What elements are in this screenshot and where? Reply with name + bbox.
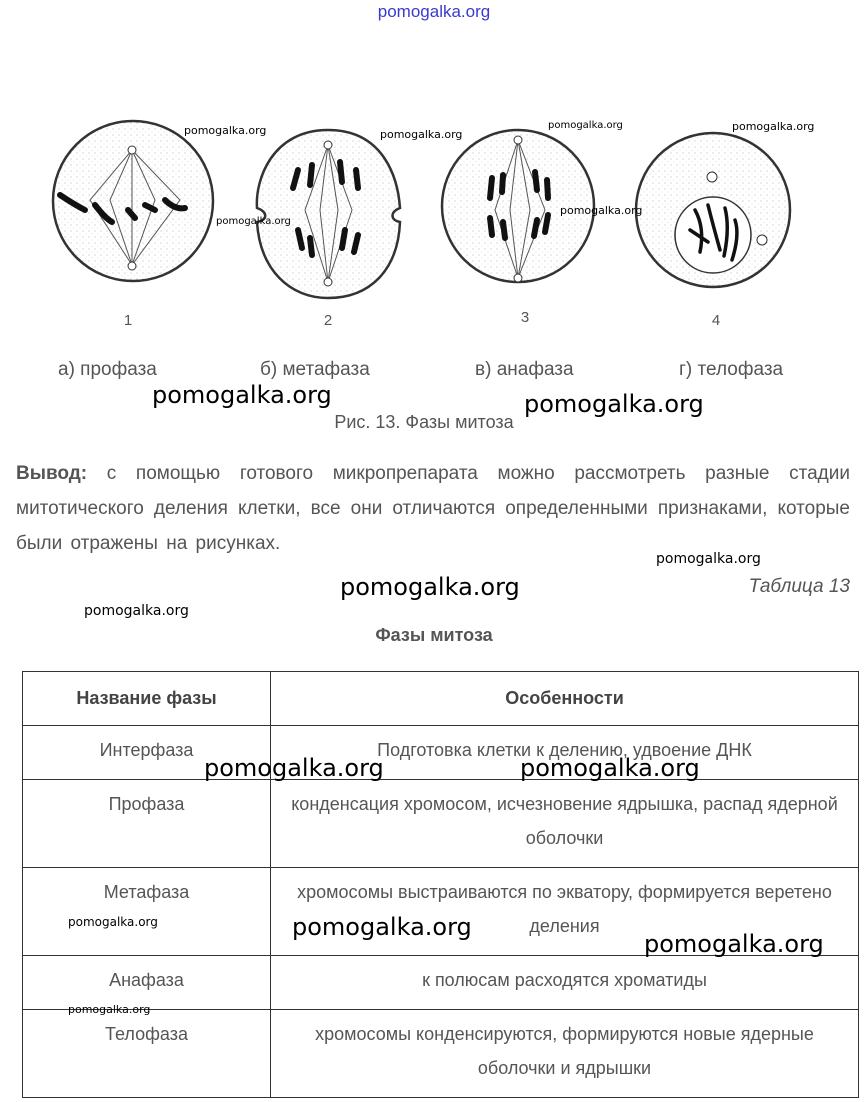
watermark: pomogalka.org (340, 573, 520, 601)
header-phase-name: Название фазы (23, 672, 271, 726)
watermark: pomogalka.org (524, 390, 704, 418)
conclusion-paragraph (16, 456, 850, 561)
mitosis-figure (40, 110, 840, 320)
watermark: pomogalka.org (520, 754, 700, 782)
watermark: pomogalka.org (68, 915, 158, 929)
phase-label-metaphase: б) метафаза (260, 359, 370, 380)
phase-name: Анафаза (23, 956, 271, 1010)
aster-top (324, 141, 332, 149)
watermark: pomogalka.org (152, 381, 332, 409)
watermark: pomogalka.org (68, 1003, 151, 1016)
cell-number-1: 1 (123, 312, 133, 329)
phase-name: Телофаза (23, 1010, 271, 1098)
watermark: pomogalka.org (732, 120, 815, 133)
cell-number-3: 3 (520, 309, 530, 326)
table-header-row (23, 672, 859, 726)
nucleus (675, 197, 751, 273)
aster-top (707, 172, 717, 182)
phase-label-prophase: а) профаза (58, 359, 157, 380)
aster-bottom (324, 278, 332, 286)
conclusion-text: с помощью готового микропрепарата можно рассмотреть разные стадии митотического деления клетки, все они отличаются определенными признаками, которые были отражены на рисунках. (16, 463, 850, 554)
phase-name: Интерфаза (23, 726, 271, 780)
telophase-cell (636, 133, 790, 287)
table-row (23, 780, 859, 868)
aster-top (514, 136, 522, 144)
watermark: pomogalka.org (656, 551, 761, 567)
conclusion-label: Вывод: (16, 463, 88, 484)
watermark: pomogalka.org (216, 216, 291, 227)
aster-bottom (514, 274, 522, 282)
phase-name: Профаза (23, 780, 271, 868)
watermark: pomogalka.org (560, 204, 643, 217)
aster-top (128, 146, 136, 154)
phase-label-telophase: г) телофаза (679, 359, 784, 380)
watermark: pomogalka.org (292, 913, 472, 941)
phase-features: к полюсам расходятся хроматиды (271, 956, 859, 1010)
cell-number-2: 2 (323, 312, 333, 329)
figure-caption: Рис. 13. Фазы митоза (334, 412, 514, 432)
table-row (23, 956, 859, 1010)
phase-features: Подготовка клетки к делению, удвоение ДНК (271, 726, 859, 780)
watermark: pomogalka.org (644, 930, 824, 958)
site-link[interactable]: pomogalka.org (377, 2, 491, 21)
phase-label-anaphase: в) анафаза (475, 359, 574, 380)
table-row (23, 726, 859, 780)
metaphase-cell (257, 130, 400, 298)
header-features: Особенности (271, 672, 859, 726)
table-row (23, 1010, 859, 1098)
cell-number-4: 4 (711, 312, 721, 329)
phase-features: конденсация хромосом, исчезновение ядрышка, распад ядерной оболочки (271, 780, 859, 868)
prophase-cell (53, 121, 213, 281)
phases-table (22, 671, 859, 1098)
phase-name: Метафаза (23, 868, 271, 956)
aster-side (757, 235, 767, 245)
watermark: pomogalka.org (204, 754, 384, 782)
watermark: pomogalka.org (548, 120, 623, 131)
aster-bottom (128, 262, 136, 270)
table-title: Фазы митоза (375, 625, 493, 645)
watermark: pomogalka.org (184, 124, 267, 137)
phase-features: хромосомы выстраиваются по экватору, формируется веретено деления (271, 868, 859, 956)
table-number: Таблица 13 (748, 576, 850, 597)
phase-features: хромосомы конденсируются, формируются новые ядерные оболочки и ядрышки (271, 1010, 859, 1098)
watermark: pomogalka.org (380, 128, 463, 141)
watermark: pomogalka.org (84, 603, 189, 619)
